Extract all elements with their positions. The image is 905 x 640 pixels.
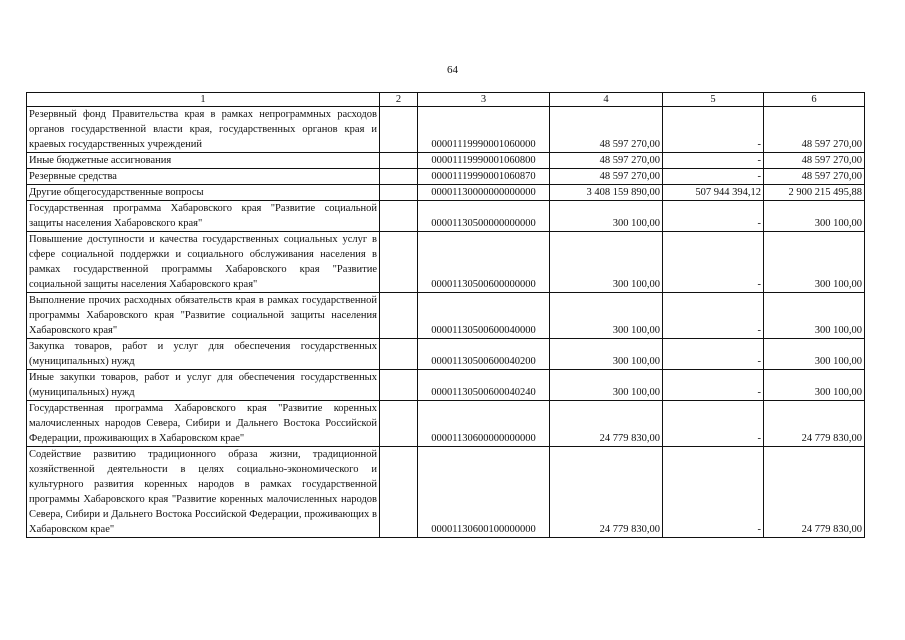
row-col5: - [663, 153, 764, 169]
row-col4: 48 597 270,00 [550, 153, 663, 169]
row-col2 [380, 447, 418, 538]
row-col5: - [663, 293, 764, 339]
row-col5: - [663, 107, 764, 153]
row-col6: 48 597 270,00 [764, 107, 865, 153]
table-row [27, 201, 865, 232]
row-col2 [380, 107, 418, 153]
row-col6: 300 100,00 [764, 293, 865, 339]
table-row [27, 293, 865, 339]
row-code: 00001130500000000000 [418, 201, 550, 232]
row-col4: 48 597 270,00 [550, 169, 663, 185]
row-col4: 48 597 270,00 [550, 107, 663, 153]
row-code: 00001130500600000000 [418, 232, 550, 293]
row-code: 00001130500600040240 [418, 370, 550, 401]
row-name: Резервный фонд Правительства края в рамках непрограммных расходов органов государственной власти края, государственных органов края и краевых государственных учреждений [27, 107, 380, 153]
row-col2 [380, 185, 418, 201]
row-code: 00001119990001060800 [418, 153, 550, 169]
row-name: Закупка товаров, работ и услуг для обеспечения государственных (муниципальных) нужд [27, 339, 380, 370]
table-row [27, 169, 865, 185]
row-col4: 300 100,00 [550, 370, 663, 401]
row-code: 00001130000000000000 [418, 185, 550, 201]
table-row [27, 185, 865, 201]
header-col-2: 2 [380, 93, 418, 107]
row-col2 [380, 153, 418, 169]
row-col5: - [663, 169, 764, 185]
row-col5: - [663, 339, 764, 370]
table-row [27, 107, 865, 153]
row-name: Другие общегосударственные вопросы [27, 185, 380, 201]
row-col5: 507 944 394,12 [663, 185, 764, 201]
row-name: Иные закупки товаров, работ и услуг для обеспечения государственных (муниципальных) нужд [27, 370, 380, 401]
table-row [27, 153, 865, 169]
row-col6: 48 597 270,00 [764, 169, 865, 185]
table-row [27, 339, 865, 370]
row-name: Повышение доступности и качества государственных социальных услуг в сфере социальной поддержки и социального обслуживания населения в рамках государственной программы Хабаровского края "Развитие социальной защиты населения Хабаровского края" [27, 232, 380, 293]
row-col4: 24 779 830,00 [550, 401, 663, 447]
table-row [27, 232, 865, 293]
row-col6: 300 100,00 [764, 370, 865, 401]
header-col-6: 6 [764, 93, 865, 107]
table-row [27, 447, 865, 538]
row-col6: 24 779 830,00 [764, 447, 865, 538]
row-code: 00001130600000000000 [418, 401, 550, 447]
row-name: Резервные средства [27, 169, 380, 185]
row-col4: 300 100,00 [550, 232, 663, 293]
row-name: Содействие развитию традиционного образа жизни, традиционной хозяйственной деятельности в целях социально-экономического и культурного развития коренных народов в рамках государственной программы Хабаровского края "Развитие коренных малочисленных народов Севера, Сибири и Дальнего Востока Российской Федерации, проживающих в Хабаровском крае" [27, 447, 380, 538]
row-col4: 24 779 830,00 [550, 447, 663, 538]
row-col2 [380, 370, 418, 401]
row-col6: 24 779 830,00 [764, 401, 865, 447]
row-col6: 2 900 215 495,88 [764, 185, 865, 201]
row-col2 [380, 232, 418, 293]
row-col2 [380, 201, 418, 232]
page-number: 64 [447, 64, 458, 76]
row-col4: 300 100,00 [550, 339, 663, 370]
row-col2 [380, 169, 418, 185]
row-col6: 300 100,00 [764, 201, 865, 232]
row-col6: 300 100,00 [764, 232, 865, 293]
row-col4: 300 100,00 [550, 201, 663, 232]
budget-table [26, 92, 865, 538]
row-col5: - [663, 401, 764, 447]
row-code: 00001119990001060000 [418, 107, 550, 153]
row-name: Государственная программа Хабаровского края "Развитие социальной защиты населения Хабаровского края" [27, 201, 380, 232]
row-col5: - [663, 201, 764, 232]
row-name: Государственная программа Хабаровского края "Развитие коренных малочисленных народов Севера, Сибири и Дальнего Востока Российской Федерации, проживающих в Хабаровском крае" [27, 401, 380, 447]
row-col5: - [663, 447, 764, 538]
row-col4: 3 408 159 890,00 [550, 185, 663, 201]
row-code: 00001119990001060870 [418, 169, 550, 185]
row-col4: 300 100,00 [550, 293, 663, 339]
row-name: Выполнение прочих расходных обязательств края в рамках государственной программы Хабаровского края "Развитие социальной защиты населения Хабаровского края" [27, 293, 380, 339]
row-col5: - [663, 370, 764, 401]
table-header-row [27, 93, 865, 107]
row-col2 [380, 339, 418, 370]
header-col-3: 3 [418, 93, 550, 107]
row-code: 00001130600100000000 [418, 447, 550, 538]
row-col6: 48 597 270,00 [764, 153, 865, 169]
header-col-4: 4 [550, 93, 663, 107]
row-col6: 300 100,00 [764, 339, 865, 370]
row-col2 [380, 401, 418, 447]
row-name: Иные бюджетные ассигнования [27, 153, 380, 169]
table-row [27, 370, 865, 401]
row-col2 [380, 293, 418, 339]
row-code: 00001130500600040200 [418, 339, 550, 370]
row-code: 00001130500600040000 [418, 293, 550, 339]
table-row [27, 401, 865, 447]
header-col-5: 5 [663, 93, 764, 107]
header-col-1: 1 [27, 93, 380, 107]
row-col5: - [663, 232, 764, 293]
